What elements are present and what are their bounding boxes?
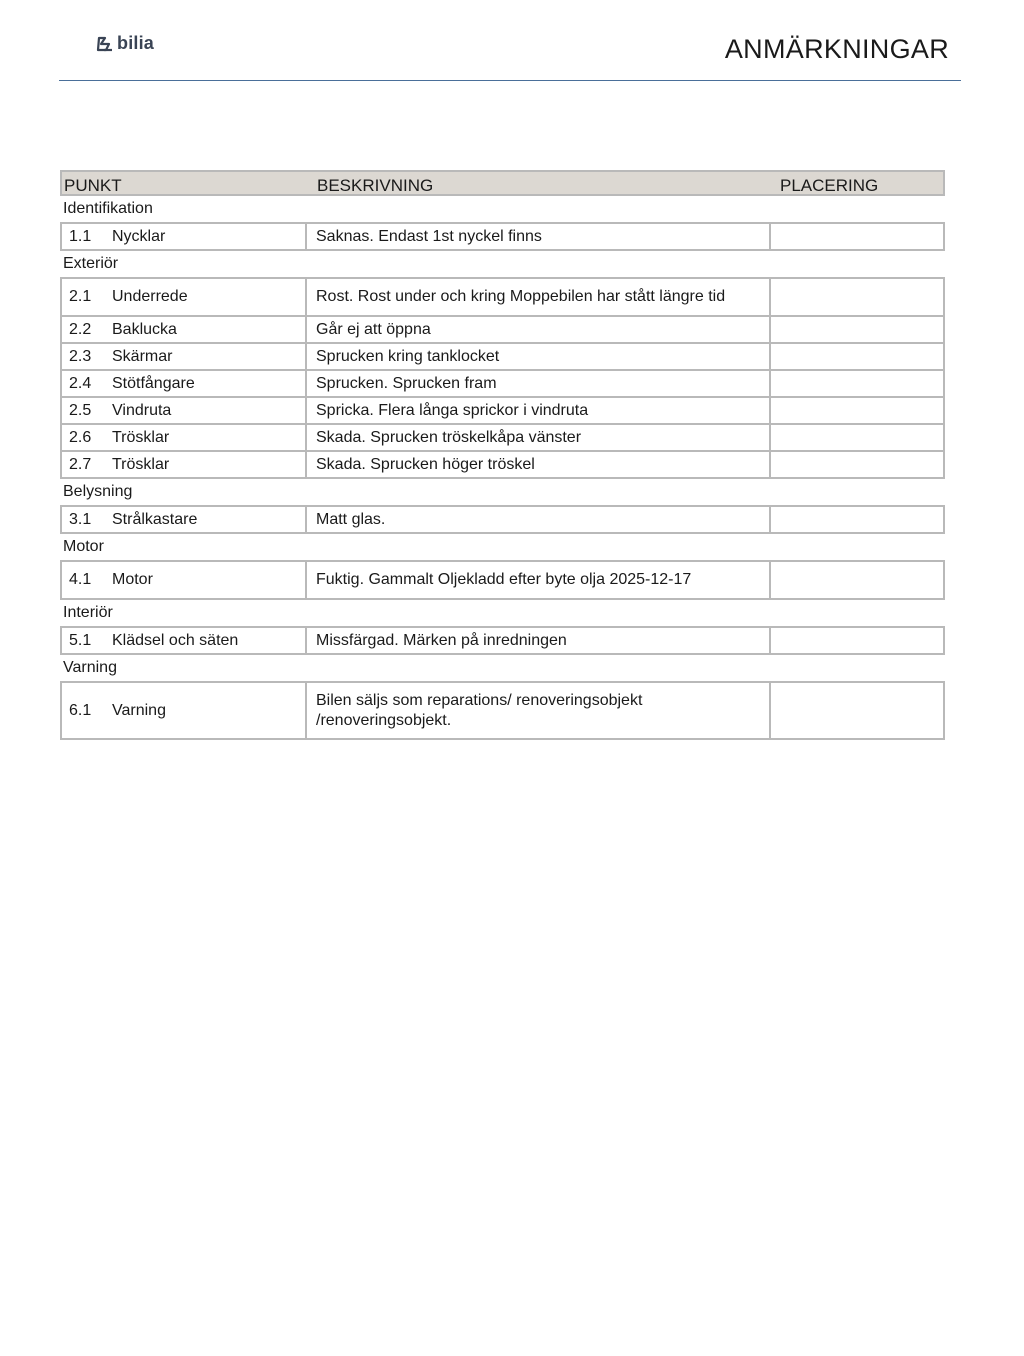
row-placement — [771, 279, 943, 315]
row-item: Stötfångare — [112, 374, 195, 392]
section-label-identifikation: Identifikation — [63, 200, 153, 217]
column-header-beskrivning: BESKRIVNING — [317, 176, 434, 195]
row-number: 6.1 — [69, 701, 92, 719]
row-placement — [771, 344, 943, 369]
row-placement — [771, 317, 943, 342]
table-row — [60, 423, 945, 452]
row-number: 2.2 — [69, 320, 92, 338]
table-row — [60, 315, 945, 344]
table-row — [60, 342, 945, 371]
table-row — [60, 277, 945, 317]
row-number: 2.7 — [69, 455, 92, 473]
row-item: Nycklar — [112, 227, 166, 245]
row-number: 2.1 — [69, 288, 92, 305]
row-item: Strålkastare — [112, 510, 198, 528]
remarks-table — [60, 170, 945, 740]
row-description: Skada. Sprucken höger tröskel — [307, 452, 771, 477]
row-item: Vindruta — [112, 401, 172, 419]
table-row — [60, 626, 945, 655]
row-description: Rost. Rost under och kring Moppebilen har stått längre tid — [307, 279, 771, 315]
row-placement — [771, 628, 943, 653]
row-description: Sprucken kring tanklocket — [307, 344, 771, 369]
row-placement — [771, 398, 943, 423]
row-number: 2.5 — [69, 401, 92, 419]
row-placement — [771, 507, 943, 532]
row-placement — [771, 452, 943, 477]
row-placement — [771, 683, 943, 738]
row-item: Baklucka — [112, 320, 177, 338]
row-description: Sprucken. Sprucken fram — [307, 371, 771, 396]
row-description: Går ej att öppna — [307, 317, 771, 342]
table-row — [60, 369, 945, 398]
row-number: 2.6 — [69, 428, 92, 446]
row-placement — [771, 224, 943, 249]
row-number: 1.1 — [69, 227, 92, 245]
row-description: Missfärgad. Märken på inredningen — [307, 628, 771, 653]
table-row — [60, 222, 945, 251]
row-item: Trösklar — [112, 428, 170, 446]
row-item: Varning — [112, 701, 166, 719]
section-label-varning: Varning — [63, 659, 117, 676]
table-row — [60, 505, 945, 534]
row-placement — [771, 425, 943, 450]
row-item: Motor — [112, 571, 153, 588]
section-label-belysning: Belysning — [63, 483, 133, 500]
table-row — [60, 560, 945, 600]
row-description: Saknas. Endast 1st nyckel finns — [307, 224, 771, 249]
section-label-exterior: Exteriör — [63, 255, 119, 272]
row-description: Matt glas. — [307, 507, 771, 532]
section-label-motor: Motor — [63, 538, 104, 555]
row-description: Skada. Sprucken tröskelkåpa vänster — [307, 425, 771, 450]
logo-text: bilia — [117, 33, 155, 53]
row-number: 3.1 — [69, 510, 92, 528]
row-number: 2.4 — [69, 374, 92, 392]
bilia-logo-icon — [96, 36, 114, 52]
row-placement — [771, 562, 943, 598]
row-number: 5.1 — [69, 631, 92, 649]
table-row — [60, 396, 945, 425]
table-row — [60, 450, 945, 479]
row-number: 4.1 — [69, 571, 92, 588]
row-description: Spricka. Flera långa sprickor i vindruta — [307, 398, 771, 423]
row-item: Skärmar — [112, 347, 173, 365]
row-item: Trösklar — [112, 455, 170, 473]
page-title: ANMÄRKNINGAR — [724, 34, 949, 64]
table-row — [60, 681, 945, 740]
column-header-placering: PLACERING — [780, 176, 879, 195]
row-description: Fuktig. Gammalt Oljekladd efter byte olja 2025-12-17 — [307, 562, 771, 598]
table-header-row — [60, 170, 945, 196]
column-header-punkt: PUNKT — [64, 176, 122, 195]
bilia-logo — [96, 33, 154, 54]
row-number: 2.3 — [69, 347, 92, 365]
section-label-interior: Interiör — [63, 604, 113, 621]
row-item: Underrede — [112, 288, 188, 305]
row-item: Klädsel och säten — [112, 631, 239, 649]
row-placement — [771, 371, 943, 396]
row-description: Bilen säljs som reparations/ renoveringsobjekt /renoveringsobjekt. — [307, 683, 771, 738]
page-header — [59, 0, 961, 81]
